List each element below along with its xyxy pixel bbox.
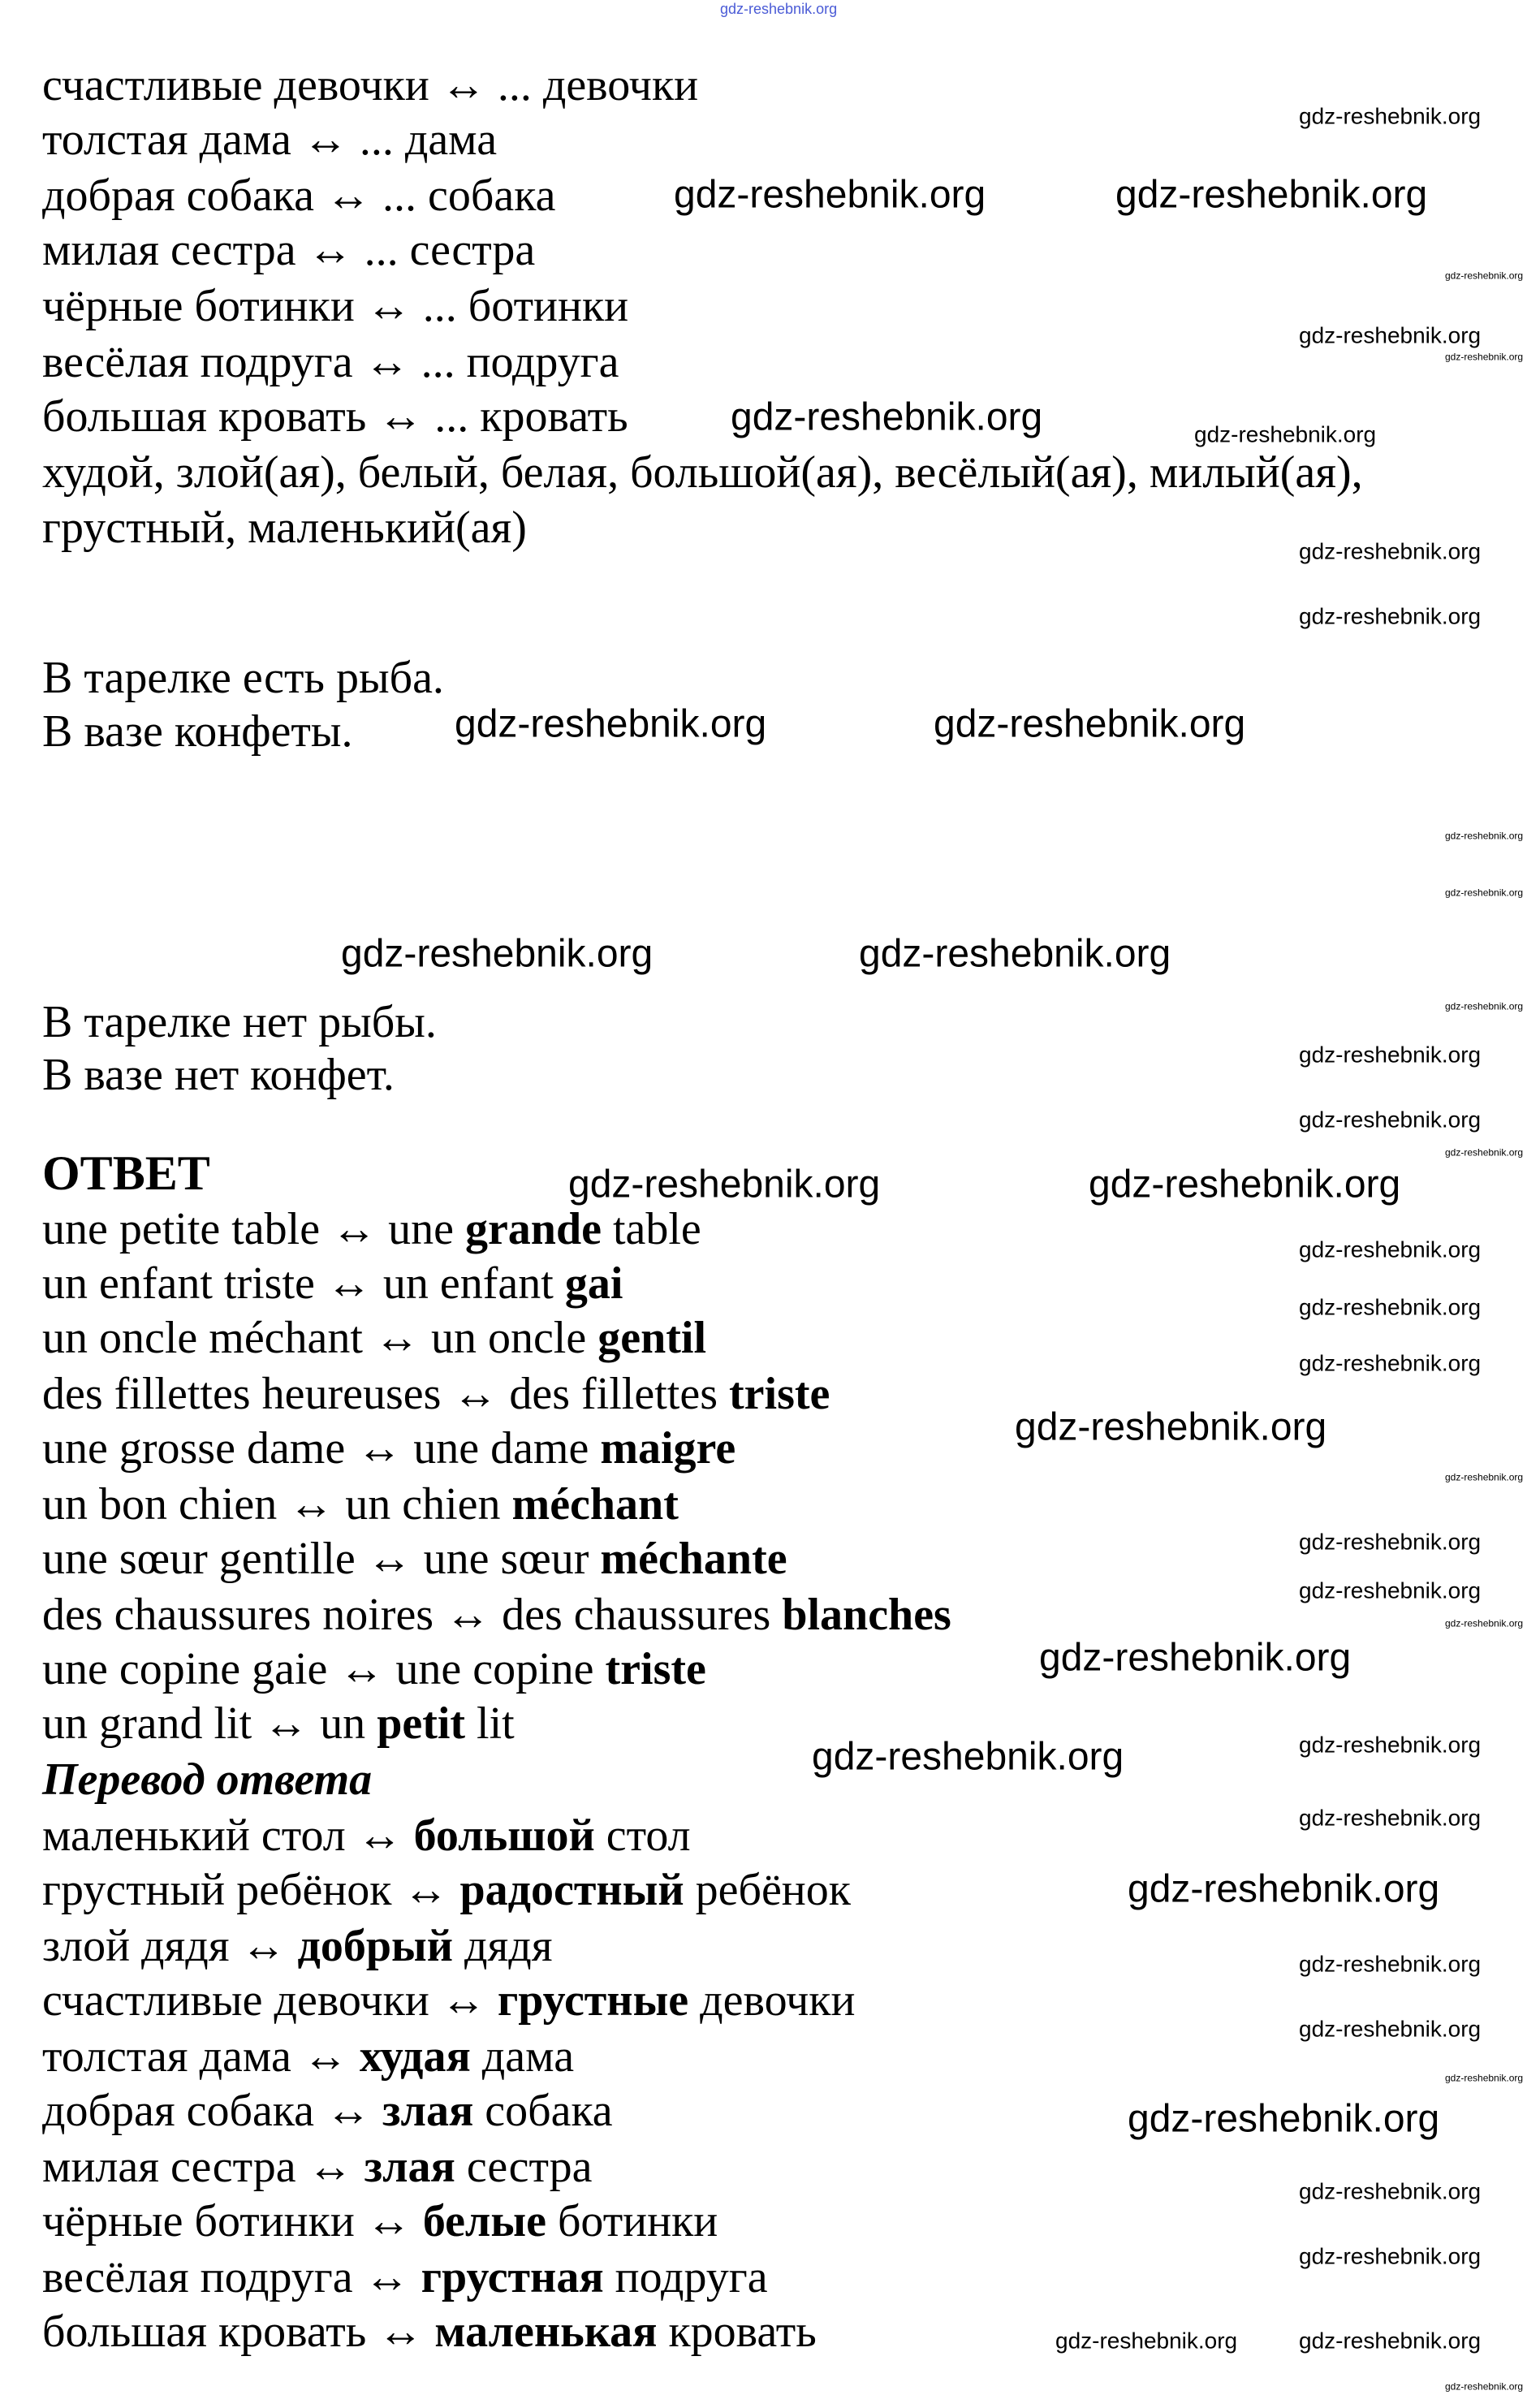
- answer-line: [42, 1424, 735, 1473]
- exercise-line: [42, 171, 555, 220]
- line-text: une copine gaie ↔ une copine: [42, 1644, 606, 1694]
- answer-word: petit: [377, 1698, 466, 1749]
- line-text: большая кровать ↔ ... кровать: [42, 391, 628, 442]
- answer-line: [42, 1590, 951, 1639]
- answer-word: maigre: [600, 1423, 736, 1474]
- line-text: чёрные ботинки ↔: [42, 2196, 423, 2246]
- line-text: des fillettes heureuses ↔ des fillettes: [42, 1369, 729, 1419]
- translation-heading: Перевод ответа: [42, 1754, 373, 1805]
- watermark: gdz-reshebnik.org: [1299, 2243, 1482, 2269]
- watermark: gdz-reshebnik.org: [1299, 1107, 1482, 1133]
- watermark: gdz-reshebnik.org: [1299, 1577, 1482, 1603]
- line-text: кровать: [657, 2307, 817, 2357]
- line-text: добрая собака ↔ ... собака: [42, 170, 556, 221]
- line-text: дама: [470, 2031, 575, 2082]
- line-text: ботинки: [546, 2196, 718, 2246]
- answer-word: злая: [364, 2142, 455, 2192]
- line-text: une grosse dame ↔ une dame: [42, 1423, 601, 1474]
- answer-line: [42, 1534, 787, 1583]
- line-text: злой дядя ↔: [42, 1921, 298, 1971]
- translation-line: [42, 2197, 718, 2246]
- answer-word: маленькая: [434, 2307, 658, 2357]
- watermark: gdz-reshebnik.org: [1445, 1146, 1524, 1159]
- watermark: gdz-reshebnik.org: [1299, 603, 1482, 629]
- line-text: весёлая подруга ↔ ... подруга: [42, 337, 619, 387]
- exercise-line: [42, 392, 628, 441]
- line-text: В тарелке есть рыба.: [42, 653, 444, 703]
- line-text: дядя: [453, 1921, 553, 1971]
- answer-word: злая: [382, 2086, 474, 2136]
- watermark: gdz-reshebnik.org: [1089, 1163, 1401, 1206]
- watermark: gdz-reshebnik.org: [455, 702, 767, 746]
- answer-word: радостный: [459, 1865, 684, 1915]
- answer-line: [42, 1205, 701, 1254]
- line-text: un grand lit ↔ un: [42, 1698, 377, 1749]
- exercise-line: [42, 338, 619, 386]
- answer-word: худая: [359, 2031, 471, 2082]
- translation-line: [42, 2032, 574, 2081]
- line-text: подруга: [603, 2252, 768, 2302]
- watermark: gdz-reshebnik.org: [1299, 1805, 1482, 1831]
- exercise-line: [42, 503, 527, 552]
- line-text: грустный, маленький(ая): [42, 503, 527, 553]
- answer-word: белые: [422, 2196, 546, 2246]
- watermark: gdz-reshebnik.org: [731, 395, 1043, 439]
- line-text: милая сестра ↔ ... сестра: [42, 225, 536, 275]
- answer-word: gentil: [597, 1313, 706, 1363]
- exercise-line: [42, 61, 698, 110]
- watermark: gdz-reshebnik.org: [1299, 1236, 1482, 1262]
- answer-line: [42, 1370, 830, 1418]
- watermark: gdz-reshebnik.org: [1128, 2097, 1440, 2141]
- answer-word: грустные: [497, 1975, 689, 2026]
- answer-line: [42, 1259, 623, 1308]
- line-text: маленький стол ↔: [42, 1810, 414, 1861]
- watermark: gdz-reshebnik.org: [1445, 887, 1524, 899]
- watermark: gdz-reshebnik.org: [1445, 1000, 1524, 1012]
- sentence-line: [42, 1051, 395, 1099]
- line-text: une sœur gentille ↔ une sœur: [42, 1534, 601, 1584]
- watermark: gdz-reshebnik.org: [934, 702, 1246, 746]
- translation-line: [42, 1922, 553, 1970]
- watermark: gdz-reshebnik.org: [1299, 1732, 1482, 1758]
- watermark: gdz-reshebnik.org: [1299, 2178, 1482, 2204]
- line-text: собака: [473, 2086, 613, 2136]
- line-text: un enfant triste ↔ un enfant: [42, 1258, 565, 1309]
- line-text: девочки: [688, 1975, 856, 2026]
- line-text: грустный ребёнок ↔: [42, 1865, 460, 1915]
- watermark: gdz-reshebnik.org: [1299, 1350, 1482, 1376]
- line-text: чёрные ботинки ↔ ... ботинки: [42, 281, 629, 331]
- line-text: худой, злой(ая), белый, белая, большой(ая), весёлый(ая), милый(ая),: [42, 447, 1363, 498]
- watermark: gdz-reshebnik.org: [1445, 2072, 1524, 2084]
- watermark: gdz-reshebnik.org: [1445, 830, 1524, 842]
- watermark: gdz-reshebnik.org: [1015, 1405, 1327, 1449]
- sentence-line: [42, 707, 352, 756]
- answer-word: gai: [564, 1258, 623, 1309]
- watermark: gdz-reshebnik.org: [1299, 538, 1482, 564]
- answer-word: triste: [605, 1644, 706, 1694]
- answer-word: грустная: [421, 2252, 604, 2302]
- line-text: В вазе нет конфет.: [42, 1050, 395, 1100]
- line-text: большая кровать ↔: [42, 2307, 435, 2357]
- watermark: gdz-reshebnik.org: [859, 932, 1171, 976]
- watermark: gdz-reshebnik.org: [1445, 270, 1524, 282]
- line-text: толстая дама ↔ ... дама: [42, 114, 498, 165]
- line-text: милая сестра ↔: [42, 2142, 365, 2192]
- watermark: gdz-reshebnik.org: [812, 1735, 1124, 1779]
- answer-line: [42, 1699, 515, 1748]
- sentence-line: [42, 654, 444, 702]
- answer-line: [42, 1645, 706, 1694]
- answer-heading: ОТВЕТ: [42, 1146, 210, 1200]
- line-text: сестра: [455, 2142, 593, 2192]
- exercise-line: [42, 226, 535, 274]
- line-text: счастливые девочки ↔ ... девочки: [42, 60, 699, 110]
- line-text: une petite table ↔ une: [42, 1204, 465, 1254]
- exercise-line: [42, 282, 628, 330]
- line-text: стол: [594, 1810, 691, 1861]
- translation-line: [42, 1976, 855, 2025]
- line-text: счастливые девочки ↔: [42, 1975, 498, 2026]
- watermark: gdz-reshebnik.org: [674, 173, 986, 217]
- sentence-line: [42, 998, 437, 1046]
- watermark: gdz-reshebnik.org: [1055, 2328, 1238, 2354]
- line-text: un oncle méchant ↔ un oncle: [42, 1313, 598, 1363]
- answer-word: большой: [413, 1810, 595, 1861]
- watermark: gdz-reshebnik.org: [1299, 1951, 1482, 1977]
- watermark: gdz-reshebnik.org: [1299, 2016, 1482, 2042]
- line-text: толстая дама ↔: [42, 2031, 360, 2082]
- watermark: gdz-reshebnik.org: [341, 932, 654, 976]
- answer-word: triste: [729, 1369, 830, 1419]
- line-text: lit: [465, 1698, 515, 1749]
- answer-word: добрый: [297, 1921, 454, 1971]
- watermark: gdz-reshebnik.org: [1039, 1636, 1352, 1680]
- watermark: gdz-reshebnik.org: [1299, 2328, 1482, 2354]
- watermark: gdz-reshebnik.org: [1128, 1867, 1440, 1911]
- line-text: весёлая подруга ↔: [42, 2252, 421, 2302]
- watermark: gdz-reshebnik.org: [1115, 173, 1428, 217]
- watermark: gdz-reshebnik.org: [1299, 1529, 1482, 1555]
- answer-word: grande: [464, 1204, 602, 1254]
- line-text: В вазе конфеты.: [42, 706, 353, 757]
- watermark: gdz-reshebnik.org: [568, 1163, 881, 1206]
- line-text: un bon chien ↔ un chien: [42, 1479, 512, 1530]
- watermark: gdz-reshebnik.org: [1194, 421, 1377, 447]
- watermark: gdz-reshebnik.org: [1299, 1294, 1482, 1320]
- line-text: В тарелке нет рыбы.: [42, 997, 437, 1047]
- line-text: des chaussures noires ↔ des chaussures: [42, 1590, 783, 1640]
- watermark: gdz-reshebnik.org: [1445, 1617, 1524, 1629]
- watermark: gdz-reshebnik.org: [1299, 1042, 1482, 1068]
- translation-line: [42, 2253, 768, 2302]
- line-text: ребёнок: [684, 1865, 851, 1915]
- watermark: gdz-reshebnik.org: [1299, 322, 1482, 348]
- line-text: table: [601, 1204, 701, 1254]
- answer-word: méchante: [600, 1534, 787, 1584]
- answer-word: blanches: [782, 1590, 951, 1640]
- translation-line: [42, 2307, 817, 2356]
- answer-line: [42, 1314, 706, 1362]
- watermark: gdz-reshebnik.org: [1445, 351, 1524, 363]
- watermark: gdz-reshebnik.org: [1299, 103, 1482, 129]
- exercise-line: [42, 448, 1363, 497]
- translation-line: [42, 1811, 691, 1860]
- line-text: добрая собака ↔: [42, 2086, 383, 2136]
- watermark: gdz-reshebnik.org: [1445, 1471, 1524, 1483]
- watermark: gdz-reshebnik.org: [1445, 2380, 1524, 2393]
- translation-line: [42, 1866, 851, 1914]
- answer-line: [42, 1480, 679, 1529]
- exercise-line: [42, 115, 497, 164]
- watermark: gdz-reshebnik.org: [720, 1, 838, 18]
- translation-line: [42, 2143, 593, 2191]
- answer-word: méchant: [511, 1479, 679, 1530]
- translation-line: [42, 2087, 613, 2135]
